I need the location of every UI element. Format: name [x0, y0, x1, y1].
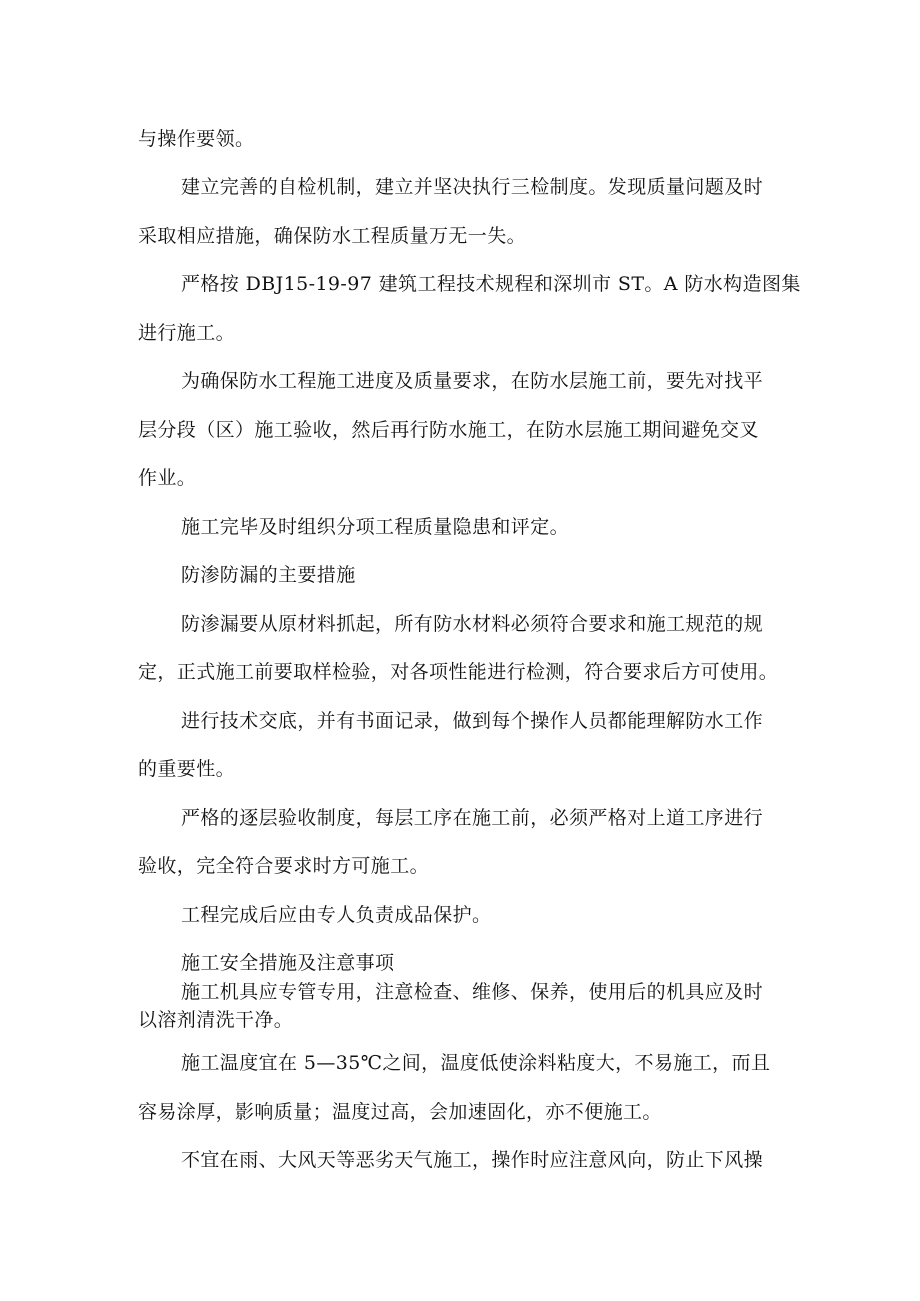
text-line: 进行施工。 [138, 322, 236, 344]
text-line: 严格的逐层验收制度，每层工序在施工前，必须严格对上道工序进行 [181, 807, 764, 829]
text-line: 施工完毕及时组织分项工程质量隐患和评定。 [181, 516, 570, 538]
text-line: 施工机具应专管专用，注意检查、维修、保养，使用后的机具应及时 [181, 981, 764, 1003]
text-line: 层分段（区）施工验收，然后再行防水施工，在防水层施工期间避免交叉 [138, 419, 759, 441]
text-line: 以溶剂清洗干净。 [138, 1009, 294, 1031]
text-line: 定，正式施工前要取样检验，对各项性能进行检测，符合要求后方可使用。 [138, 661, 779, 683]
text-line: 与操作要领。 [138, 128, 255, 150]
text-line: 防渗漏要从原材料抓起，所有防水材料必须符合要求和施工规范的规 [181, 613, 764, 635]
text-line: 进行技术交底，并有书面记录，做到每个操作人员都能理解防水工作 [181, 710, 764, 732]
text-line: 不宜在雨、大风天等恶劣天气施工，操作时应注意风向，防止下风操 [181, 1149, 764, 1171]
text-line: 作业。 [138, 467, 197, 489]
text-line: 验收，完全符合要求时方可施工。 [138, 855, 430, 877]
text-line: 采取相应措施，确保防水工程质量万无一失。 [138, 225, 527, 247]
text-line: 为确保防水工程施工进度及质量要求，在防水层施工前，要先对找平 [181, 370, 764, 392]
section-heading: 施工安全措施及注意事项 [181, 952, 395, 974]
text-line: 施工温度宜在 5—35℃之间，温度低使涂料粘度大，不易施工，而且 [181, 1052, 771, 1074]
text-line: 严格按 DBJ15-19-97 建筑工程技术规程和深圳市 ST。A 防水构造图集 [181, 273, 801, 295]
text-line: 的重要性。 [138, 758, 236, 780]
text-line: 工程完成后应由专人负责成品保护。 [181, 904, 492, 926]
text-line: 容易涂厚，影响质量；温度过高，会加速固化，亦不便施工。 [138, 1101, 662, 1123]
text-line: 建立完善的自检机制，建立并坚决执行三检制度。发现质量问题及时 [181, 176, 764, 198]
section-heading: 防渗防漏的主要措施 [181, 564, 356, 586]
